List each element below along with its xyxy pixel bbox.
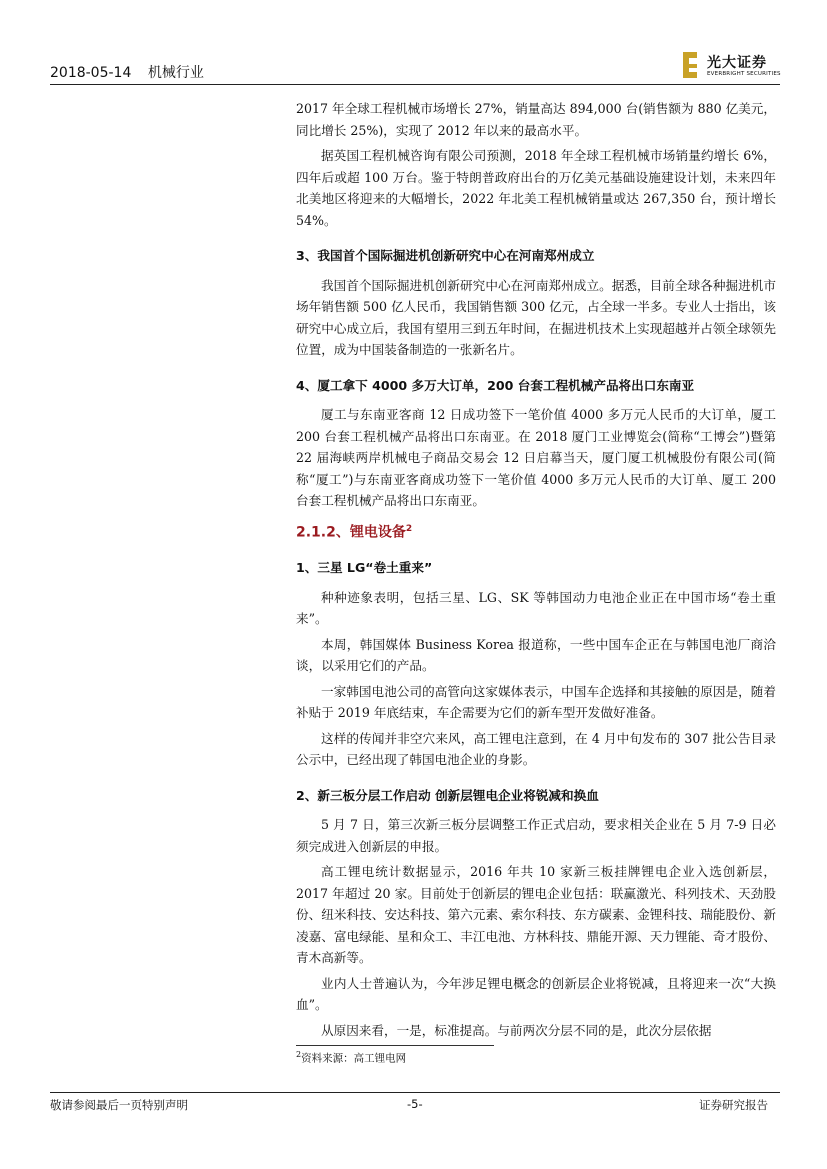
- logo-text-en: EVERBRIGHT SECURITIES: [707, 71, 781, 77]
- logo-mark-icon: [683, 52, 701, 78]
- section-heading: 2、新三板分层工作启动 创新层锂电企业将锐减和换血: [296, 787, 599, 803]
- everbright-logo: [683, 50, 783, 82]
- report-body: [296, 98, 776, 1045]
- footer-report-type: 证券研究报告: [699, 1098, 768, 1112]
- paragraph: 业内人士普遍认为，今年涉足锂电概念的创新层企业将锐减，且将迎来一次“大换血”。: [296, 975, 776, 1013]
- page-header: [50, 62, 204, 82]
- paragraph: 我国首个国际掘进机创新研究中心在河南郑州成立。据悉，目前全球各种掘进机市场年销售额 500 亿人民币，我国销售额 300 亿元，占全球一半多。专业人士指出，该研究中心成立后，我国有望用三到五年时间，在掘进机技术上实现超越并占领全球领先位置，成为中国装备制造的一张新名片。: [296, 277, 776, 357]
- paragraph: 高工锂电统计数据显示，2016 年共 10 家新三板挂牌锂电企业入选创新层，2017 年超过 20 家。目前处于创新层的锂电企业包括：联赢激光、科列技术、天劲股份、纽米科技、安达科技、第六元素、索尔科技、东方碳素、金锂科技、瑞能股份、新凌嘉、富电绿能、星和众工、丰江电池、方林科技、鼎能开源、天力锂能、奇才股份、青木高新等。: [296, 864, 776, 966]
- paragraph: 2017 年全球工程机械市场增长 27%，销量高达 894,000 台(销售额为 880 亿美元，同比增长 25%)，实现了 2012 年以来的最高水平。: [296, 101, 776, 138]
- footnote-marker: 2: [296, 1050, 302, 1059]
- subsection-title: [296, 518, 776, 544]
- footnote-text: 资料来源：高工锂电网: [301, 1052, 407, 1065]
- paragraph: 据英国工程机械咨询有限公司预测，2018 年全球工程机械市场销量约增长 6%，四年后或超 100 万台。鉴于特朗普政府出台的万亿美元基础设施建设计划，未来四年北美地区将迎来的大幅增长，2022 年北美工程机械销量或达 267,350 台，预计增长 54%。: [296, 148, 776, 228]
- subsection-title-text: 2.1.2、锂电设备: [296, 524, 406, 541]
- footer-disclaimer: 敬请参阅最后一页特别声明: [50, 1098, 188, 1112]
- section-heading: 3、我国首个国际掘进机创新研究中心在河南郑州成立: [296, 248, 595, 263]
- paragraph: 这样的传闻并非空穴来风，高工锂电注意到，在 4 月中旬发布的 307 批公告目录公示中，已经出现了韩国电池企业的身影。: [296, 730, 776, 768]
- page-number: -5-: [407, 1097, 423, 1111]
- footnote-ref: 2: [405, 523, 413, 534]
- paragraph: 本周，韩国媒体 Business Korea 报道称，一些中国车企正在与韩国电池厂商洽谈，以采用它们的产品。: [296, 636, 776, 674]
- logo-text-cn: 光大证券: [707, 55, 767, 71]
- paragraph: 种种迹象表明，包括三星、LG、SK 等韩国动力电池企业正在中国市场“卷土重来”。: [296, 589, 776, 627]
- report-date: 2018-05-14: [50, 65, 132, 81]
- header-divider: [50, 84, 780, 85]
- section-heading: 4、厦工拿下 4000 多万大订单，200 台套工程机械产品将出口东南亚: [296, 377, 695, 393]
- footer-divider: [50, 1092, 780, 1093]
- paragraph: 厦工与东南亚客商 12 日成功签下一笔价值 4000 多万元人民币的大订单，厦工 200 台套工程机械产品将出口东南亚。在 2018 厦门工业博览会(简称“工博会”)暨第 22 届海峡两岸机械电子商品交易会 12 日启幕当天，厦门厦工机械股份有限公司(简称“厦工”)与东南亚客商成功签下一笔价值 4000 多万元人民币的大订单、厦工 200 台套工程机械产品将出口东南亚。: [296, 407, 776, 508]
- paragraph: 5 月 7 日，第三次新三板分层调整工作正式启动，要求相关企业在 5 月 7-9 日必须完成进入创新层的申报。: [296, 817, 776, 854]
- paragraph: 一家韩国电池公司的高管向这家媒体表示，中国车企选择和其接触的原因是，随着补贴于 2019 年底结束，车企需要为它们的新车型开发做好准备。: [296, 683, 776, 721]
- industry-label: 机械行业: [147, 65, 204, 81]
- section-heading: 1、三星 LG“卷土重来”: [296, 560, 433, 576]
- footnote-divider: [296, 1045, 494, 1046]
- paragraph: 从原因来看，一是，标准提高。与前两次分层不同的是，此次分层依据: [321, 1022, 712, 1038]
- footnote: [296, 1050, 406, 1066]
